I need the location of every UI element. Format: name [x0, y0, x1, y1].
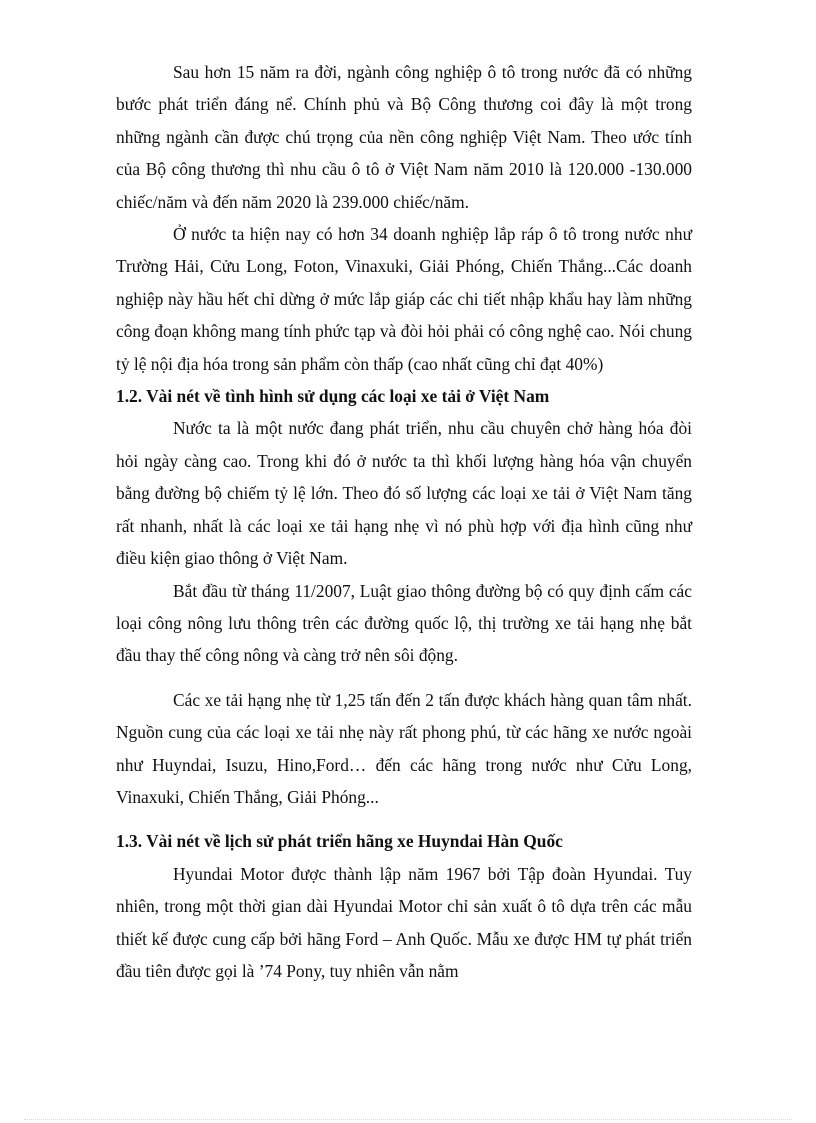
paragraph-light-truck-supply: Các xe tải hạng nhẹ từ 1,25 tấn đến 2 tấn được khách hàng quan tâm nhất. Nguồn cung của các loại xe tải nhẹ này rất phong phú, từ các hãng xe nước ngoài như Huyndai, Isuzu, Hino,Ford… đến các hãng trong nước như Cửu Long, Vinaxuki, Chiến Thắng, Giải Phóng...	[116, 689, 692, 807]
paragraph-hyundai-founding: Hyundai Motor được thành lập năm 1967 bởi Tập đoàn Hyundai. Tuy nhiên, trong một thời gian dài Hyundai Motor chỉ sản xuất ô tô dựa trên các mẫu thiết kế được cung cấp bởi hãng Ford – Anh Quốc. Mẫu xe được HM tự phát triển đầu tiên được gọi là ’74 Pony, tuy nhiên vẫn nằm	[116, 863, 692, 981]
paragraph-industry-overview: Sau hơn 15 năm ra đời, ngành công nghiệp ô tô trong nước đã có những bước phát triển đáng nể. Chính phủ và Bộ Công thương coi đây là một trong những ngành cần được chú trọng của nền công nghiệp Việt Nam. Theo ước tính của Bộ công thương thì nhu cầu ô tô ở Việt Nam năm 2010 là 120.000 -130.000 chiếc/năm và đến năm 2020 là 239.000 chiếc/năm.	[116, 62, 692, 212]
paragraph-assembly-enterprises: Ở nước ta hiện nay có hơn 34 doanh nghiệp lắp ráp ô tô trong nước như Trường Hải, Cửu Long, Foton, Vinaxuki, Giải Phóng, Chiến Thắng...Các doanh nghiệp này hầu hết chỉ dừng ở mức lắp giáp các chi tiết nhập khẩu hay làm những công đoạn không mang tính phức tạp và đòi hỏi phải có công nghệ cao. Nói chung tỷ lệ nội địa hóa trong sản phẩm còn thấp (cao nhất cũng chỉ đạt 40%)	[116, 224, 692, 374]
section-heading-truck-usage: 1.2. Vài nét về tình hình sử dụng các loại xe tải ở Việt Nam	[116, 386, 550, 407]
section-heading-hyundai-history: 1.3. Vài nét về lịch sử phát triển hãng xe Huyndai Hàn Quốc	[116, 831, 563, 852]
paragraph-transport-demand: Nước ta là một nước đang phát triển, nhu cầu chuyên chở hàng hóa đòi hỏi ngày càng cao. Trong khi đó ở nước ta thì khối lượng hàng hóa vận chuyển bằng đường bộ chiếm tỷ lệ lớn. Theo đó số lượng các loại xe tải ở Việt Nam tăng rất nhanh, nhất là các loại xe tải hạng nhẹ vì nó phù hợp với địa hình cũng như điều kiện giao thông ở Việt Nam.	[116, 418, 692, 569]
page-bottom-border	[24, 1119, 792, 1120]
paragraph-traffic-law-2007: Bắt đầu từ tháng 11/2007, Luật giao thông đường bộ có quy định cấm các loại công nông lưu thông trên các đường quốc lộ, thị trường xe tải hạng nhẹ bắt đầu thay thế công nông và càng trở nên sôi động.	[116, 580, 692, 666]
document-body	[116, 56, 692, 987]
